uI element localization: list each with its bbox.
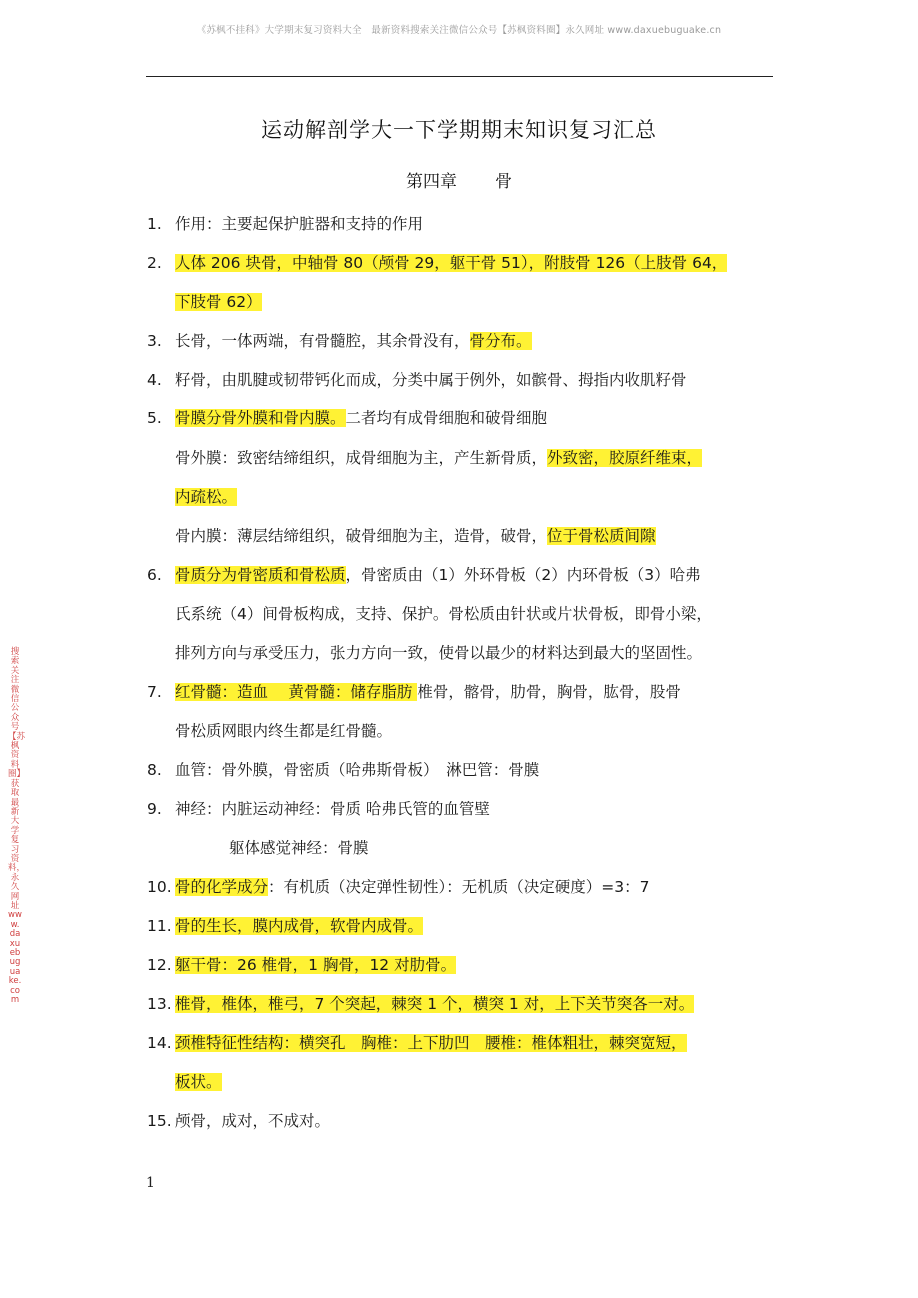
body-text: 籽骨，由肌腱或韧带钙化而成，分类中属于例外，如髌骨、拇指内收肌籽骨 [175, 371, 687, 389]
text-line [147, 874, 649, 900]
text-line [147, 913, 423, 939]
body-text: 躯体感觉神经：骨膜 [229, 839, 369, 857]
highlighted-text: 骨的生长，膜内成骨，软骨内成骨。 [175, 917, 424, 935]
body-text: ，骨密质由（1）外环骨板（2）内环骨板（3）哈弗 [345, 566, 701, 584]
highlighted-text: 内疏松。 [175, 488, 238, 506]
text-line [175, 601, 712, 627]
body-text: 神经：内脏运动神经：骨质 哈弗氏管的血管壁 [175, 800, 490, 818]
text-line [147, 757, 539, 783]
text-line [147, 250, 727, 276]
item-number: 2. [147, 254, 162, 272]
highlighted-text: 外致密，胶原纤维束， [547, 449, 703, 467]
document-title: 运动解剖学大一下学期期末知识复习汇总 [261, 118, 657, 142]
text-line [147, 991, 694, 1017]
body-text: 椎骨，髂骨，肋骨，胸骨，肱骨，股骨 [417, 683, 681, 701]
text-line [175, 484, 237, 510]
header-rule [146, 76, 773, 77]
highlighted-text: 颈椎特征性结构：横突孔 胸椎：上下肋凹 腰椎：椎体粗壮，棘突宽短， [175, 1034, 687, 1052]
chapter-number: 第四章 [406, 172, 457, 192]
chapter-heading [0, 167, 918, 192]
text-line [229, 835, 369, 861]
body-text: 氏系统（4）间骨板构成，支持、保护。骨松质由针状或片状骨板，即骨小梁， [175, 605, 712, 623]
item-number: 14. [147, 1034, 172, 1052]
text-line [147, 1030, 687, 1056]
text-line [147, 211, 423, 237]
page-number: 1 [146, 1175, 155, 1191]
item-number: 8. [147, 761, 162, 779]
text-line [175, 289, 262, 315]
highlighted-text: 骨的化学成分 [175, 878, 269, 896]
text-line [147, 405, 547, 431]
highlighted-text: 躯干骨：26 椎骨，1 胸骨，12 对肋骨。 [175, 956, 457, 974]
body-text: 颅骨，成对，不成对。 [175, 1112, 331, 1130]
text-line [147, 562, 701, 588]
text-line [175, 1069, 222, 1095]
text-line [147, 367, 687, 393]
item-number: 7. [147, 683, 162, 701]
highlighted-text: 骨分布。 [469, 332, 532, 350]
body-text: 长骨，一体两端，有骨髓腔，其余骨没有， [175, 332, 470, 350]
item-number: 10. [147, 878, 172, 896]
body-text: 骨内膜：薄层结缔组织，破骨细胞为主，造骨，破骨， [175, 527, 548, 545]
item-number: 11. [147, 917, 172, 935]
highlighted-text: 板状。 [175, 1073, 222, 1091]
text-line [147, 952, 456, 978]
page-header: 《苏枫不挂科》大学期末复习资料大全 最新资料搜索关注微信公众号【苏枫资料圈】永久网址 www.daxuebuguake.cn [196, 25, 722, 36]
body-text: 骨松质网眼内终生都是红骨髓。 [175, 722, 393, 740]
text-line [175, 445, 702, 471]
highlighted-text: 人体 206 块骨，中轴骨 80（颅骨 29，躯干骨 51），附肢骨 126（上肢骨 64， [175, 254, 728, 272]
text-line [175, 640, 702, 666]
body-text: ：有机质（决定弹性韧性）：无机质（决定硬度）=3：7 [268, 878, 650, 896]
highlighted-text: 位于骨松质间隙 [547, 527, 656, 545]
item-number: 5. [147, 409, 162, 427]
item-number: 6. [147, 566, 162, 584]
chapter-name: 骨 [495, 172, 512, 192]
body-text: 血管：骨外膜，骨密质（哈弗斯骨板） 淋巴管：骨膜 [175, 761, 540, 779]
text-line [175, 718, 392, 744]
highlighted-text: 红骨髓：造血 黄骨髓：储存脂肪 [175, 683, 418, 701]
text-line [147, 679, 681, 705]
highlighted-text: 骨膜分骨外膜和骨内膜。 [175, 409, 346, 427]
body-text: 作用：主要起保护脏器和支持的作用 [175, 215, 424, 233]
text-line [147, 796, 490, 822]
item-number: 13. [147, 995, 172, 1013]
side-watermark: 搜索关注微信公众号【苏枫资料圈】 获取最新大学复习资料，永久网址 www.daxuebuguake.com [8, 647, 26, 1006]
item-number: 1. [147, 215, 162, 233]
item-number: 12. [147, 956, 172, 974]
item-number: 4. [147, 371, 162, 389]
body-text: 排列方向与承受压力，张力方向一致，使骨以最少的材料达到最大的坚固性。 [175, 644, 703, 662]
highlighted-text: 下肢骨 62） [175, 293, 262, 311]
body-text: 骨外膜：致密结缔组织，成骨细胞为主，产生新骨质， [175, 449, 548, 467]
item-number: 15. [147, 1112, 172, 1130]
item-number: 9. [147, 800, 162, 818]
body-text: 二者均有成骨细胞和破骨细胞 [345, 409, 548, 427]
text-line [175, 523, 656, 549]
highlighted-text: 骨质分为骨密质和骨松质 [175, 566, 346, 584]
text-line [147, 328, 532, 354]
text-line [147, 1108, 330, 1134]
highlighted-text: 椎骨，椎体，椎弓，7 个突起，棘突 1 个，横突 1 对，上下关节突各一对。 [175, 995, 695, 1013]
item-number: 3. [147, 332, 162, 350]
